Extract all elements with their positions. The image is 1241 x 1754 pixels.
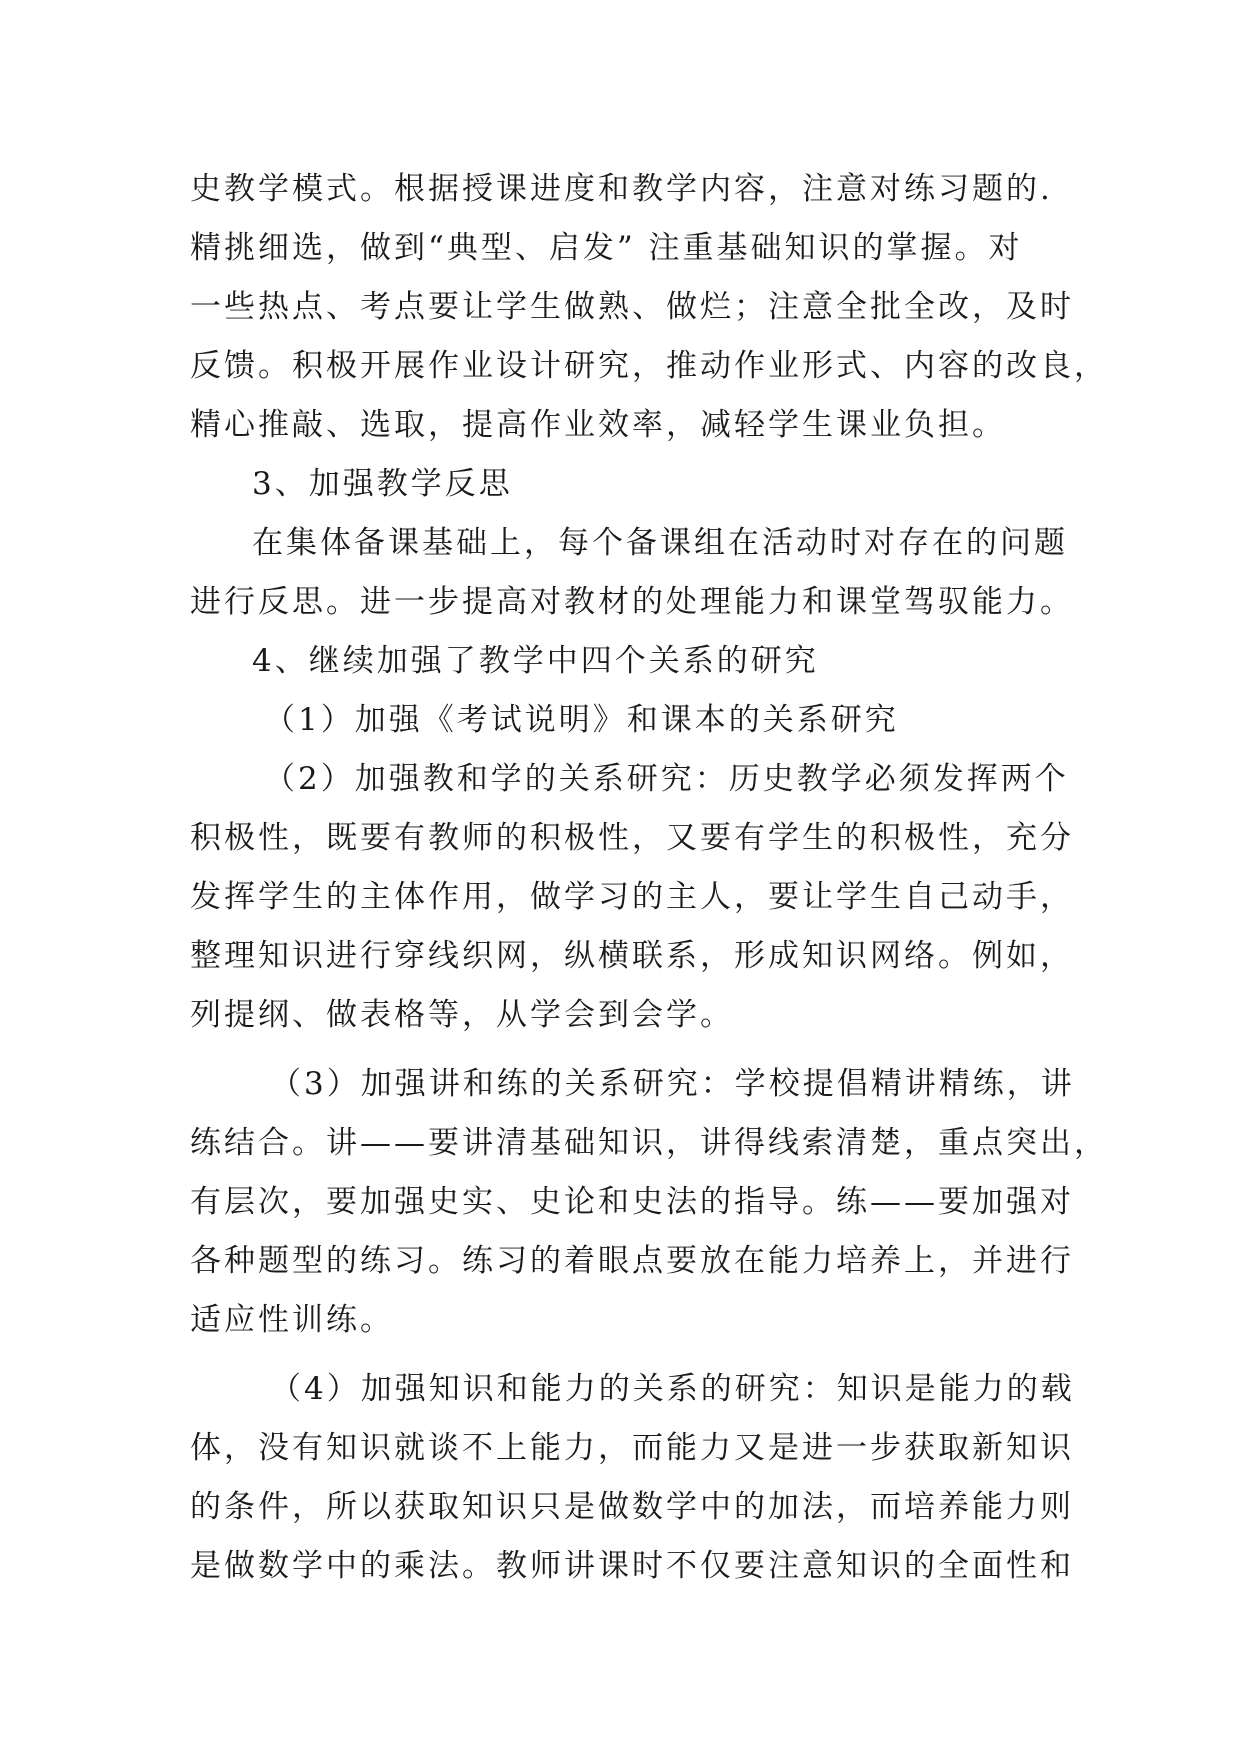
text-line: 积极性，既要有教师的积极性，又要有学生的积极性，充分 xyxy=(190,820,1074,856)
text-line: 精挑细选，做到“典型、启发” 注重基础知识的掌握。对 xyxy=(190,230,1023,266)
text-line: （4）加强知识和能力的关系的研究：知识是能力的载 xyxy=(270,1371,1075,1407)
text-line: 有层次，要加强史实、史论和史法的指导。练——要加强对 xyxy=(190,1184,1074,1220)
text-line: 一些热点、考点要让学生做熟、做烂；注意全批全改，及时 xyxy=(190,289,1074,325)
text-line: 整理知识进行穿线织网，纵横联系，形成知识网络。例如， xyxy=(190,938,1074,974)
text-line: 反馈。积极开展作业设计研究，推动作业形式、内容的改良， xyxy=(190,348,1108,384)
text-line: 体，没有知识就谈不上能力，而能力又是进一步获取新知识 xyxy=(190,1430,1074,1466)
text-line: 是做数学中的乘法。教师讲课时不仅要注意知识的全面性和 xyxy=(190,1548,1074,1584)
text-line: 各种题型的练习。练习的着眼点要放在能力培养上，并进行 xyxy=(190,1243,1074,1279)
text-line: 发挥学生的主体作用，做学习的主人，要让学生自己动手， xyxy=(190,879,1074,915)
text-line: 史教学模式。根据授课进度和教学内容，注意对练习题的. xyxy=(190,171,1053,207)
section-heading-4: 4、继续加强了教学中四个关系的研究 xyxy=(252,643,819,679)
text-line: 在集体备课基础上，每个备课组在活动时对存在的问题 xyxy=(252,525,1068,561)
text-line: 进行反思。进一步提高对教材的处理能力和课堂驾驭能力。 xyxy=(190,584,1074,620)
text-line: 的条件，所以获取知识只是做数学中的加法，而培养能力则 xyxy=(190,1489,1074,1525)
text-line: （3）加强讲和练的关系研究：学校提倡精讲精练，讲 xyxy=(270,1066,1075,1102)
text-line: 练结合。讲——要讲清基础知识，讲得线索清楚，重点突出， xyxy=(190,1125,1108,1161)
subsection-heading-1: （1）加强《考试说明》和课本的关系研究 xyxy=(264,702,899,738)
text-line: 精心推敲、选取，提高作业效率，减轻学生课业负担。 xyxy=(190,407,1006,443)
text-line: 列提纲、做表格等，从学会到会学。 xyxy=(190,997,734,1033)
text-line: （2）加强教和学的关系研究：历史教学必须发挥两个 xyxy=(264,761,1069,797)
document-body xyxy=(190,160,1108,1596)
section-heading-3: 3、加强教学反思 xyxy=(252,466,513,502)
text-line: 适应性训练。 xyxy=(190,1302,394,1338)
